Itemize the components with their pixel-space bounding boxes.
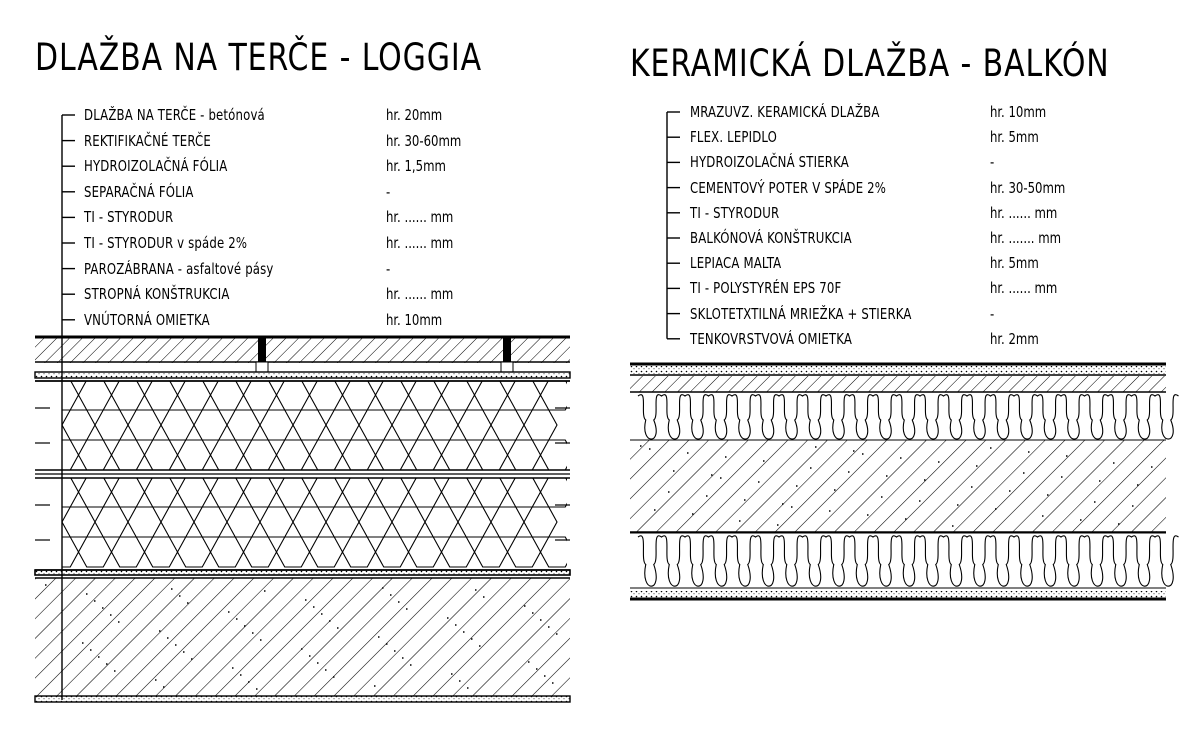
layer-row [84,233,496,253]
xps-insulation [630,392,1179,440]
layer-name: REKTIFIKAČNÉ TERČE [84,131,211,150]
balkon-title: KERAMICKÁ DLAŽBA - BALKÓN [630,42,1110,85]
layer-row [690,329,1100,349]
insulation-wave [638,395,1179,439]
layer-name: LEPIACA MALTA [690,254,782,273]
layer-thickness: hr. 2mm [990,329,1039,348]
tile-adhesive [630,366,1166,374]
layer-row [690,228,1100,248]
paving-slab-hatch [35,337,570,363]
pedestal [501,362,513,372]
layer-thickness: - [990,304,995,323]
layer-row [690,102,1100,122]
loggia-title: DLAŽBA NA TERČE - LOGGIA [35,36,482,79]
balcony-slab-hatch [630,440,1166,532]
xps-insulation-upper [35,380,574,470]
layer-row [84,156,496,176]
interior-plaster [35,696,570,702]
layer-row [690,178,1100,198]
layer-name: STROPNÁ KONŠTRUKCIA [84,285,230,304]
hexagon-pattern [46,380,574,470]
layer-row [84,310,496,330]
layer-thickness: hr. 10mm [386,310,443,329]
layer-row [84,105,496,125]
layer-row [690,278,1100,298]
layer-name: BALKÓNOVÁ KONŠTRUKCIA [690,229,852,247]
loggia-section [35,115,574,702]
layer-name: TENKOVRSTVOVÁ OMIETKA [690,329,853,348]
layer-row [690,127,1100,147]
layer-thickness: hr. ...... mm [990,279,1058,298]
layer-name: CEMENTOVÝ POTER V SPÁDE 2% [690,178,887,197]
layer-name: VNÚTORNÁ OMIETKA [84,310,210,329]
layer-thickness: hr. ....... mm [990,229,1062,247]
layer-name: DLAŽBA NA TERČE - betónová [84,106,265,124]
layer-name: SKLOTETXTILNÁ MRIEŽKA + STIERKA [690,304,912,323]
layer-name: FLEX. LEPIDLO [690,128,778,147]
layer-thickness: - [386,259,391,278]
layer-row [84,207,496,227]
vapor-barrier [35,570,570,575]
layer-thickness: - [386,182,391,201]
tile-joint [503,337,511,362]
layer-name: TI - STYRODUR [84,208,174,227]
layer-name: MRAZUVZ. KERAMICKÁ DLAŽBA [690,103,880,121]
layer-thickness: hr. 30-60mm [386,131,462,150]
layer-row [84,131,496,151]
layer-row [690,304,1100,324]
layer-thickness: hr. ...... mm [386,234,454,252]
ceiling-slab-hatch [35,578,570,696]
layer-name: TI - POLYSTYRÉN EPS 70F [690,279,842,298]
layer-thickness: hr. 20mm [386,106,443,124]
layer-name: SEPARAČNÁ FÓLIA [84,182,194,201]
layer-name: TI - STYRODUR [690,203,780,222]
eps-insulation [630,533,1179,588]
layer-row [84,182,496,202]
waterproofing-membrane [35,372,570,378]
layer-thickness: hr. ...... mm [386,285,454,304]
layer-thickness: hr. 1,5mm [386,157,446,176]
layer-name: TI - STYRODUR v spáde 2% [84,234,248,252]
pedestal [256,362,268,372]
layer-name: PAROZÁBRANA - asfaltové pásy [84,259,274,278]
layer-thickness: hr. 10mm [990,103,1047,121]
layer-row [84,259,496,279]
layer-name: HYDROIZOLAČNÁ FÓLIA [84,157,228,176]
layer-row [690,152,1100,172]
layer-thickness: hr. 30-50mm [990,178,1066,197]
layer-thickness: hr. 5mm [990,128,1039,147]
layer-row [690,253,1100,273]
layer-name: HYDROIZOLAČNÁ STIERKA [690,153,849,172]
layer-row [84,284,496,304]
layer-thickness: - [990,153,995,172]
layer-thickness: hr. ...... mm [990,203,1058,222]
hexagon-pattern [46,477,574,567]
tile-joint [258,337,266,362]
insulation-wave [638,536,1179,586]
screed-hatch [630,376,1166,392]
layer-thickness: hr. ...... mm [386,208,454,227]
xps-insulation-lower [35,477,574,570]
mesh-render [630,591,1166,598]
layer-thickness: hr. 5mm [990,254,1039,273]
layer-row [690,203,1100,223]
